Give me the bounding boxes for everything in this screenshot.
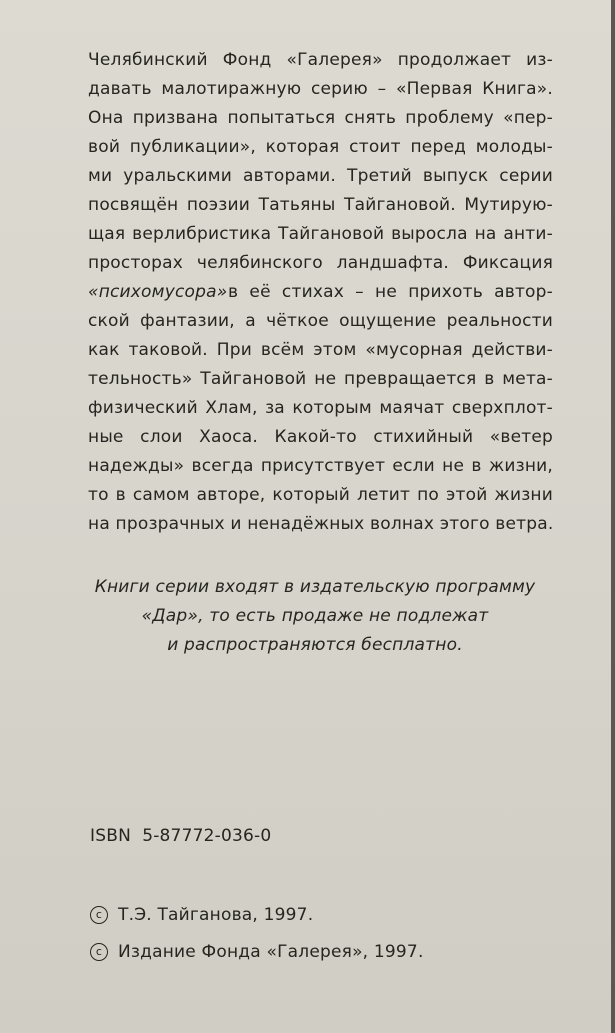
- copyright-icon: c: [90, 906, 108, 924]
- copyright-author-text: Т.Э. Тайганова, 1997.: [118, 905, 314, 925]
- paragraph-line-rest: в её стихах – не прихоть автор-: [228, 282, 553, 302]
- copyright-publisher: [90, 942, 424, 962]
- paragraph-line: как таковой. При всём этом «мусорная действи-: [88, 340, 553, 360]
- paragraph-line: то в самом авторе, который летит по этой жизни: [88, 485, 553, 505]
- paragraph-line: ные слои Хаоса. Какой-то стихийный «ветер: [88, 427, 553, 447]
- paragraph-line: ской фантазии, а чёткое ощущение реальности: [88, 311, 553, 331]
- isbn-number: ISBN 5-87772-036-0: [90, 826, 272, 846]
- paragraph-line: щая верлибристика Тайгановой выросла на анти-: [88, 224, 553, 244]
- copyright-publisher-text: Издание Фонда «Галерея», 1997.: [118, 942, 424, 962]
- note-line: и распространяются бесплатно.: [167, 635, 463, 655]
- paragraph-line: надежды» всегда присутствует если не в жизни,: [88, 456, 553, 476]
- paragraph-line: посвящён поэзии Татьяны Тайгановой. Мутирую-: [88, 195, 553, 215]
- paragraph-italic-word: «психомусора»: [88, 282, 228, 302]
- paragraph-line: на прозрачных и ненадёжных волнах этого ветра.: [88, 514, 554, 534]
- paragraph-line-mixed: [88, 282, 553, 302]
- paragraph-line: давать малотиражную серию – «Первая Книга».: [88, 79, 553, 99]
- note-line: Книги серии входят в издательскую программу: [94, 577, 536, 597]
- paragraph-line: тельность» Тайгановой не превращается в мета-: [88, 369, 553, 389]
- copyright-icon: c: [90, 943, 108, 961]
- note-line: «Дар», то есть продаже не подлежат: [141, 606, 489, 626]
- paragraph-line: вой публикации», которая стоит перед молоды-: [88, 137, 553, 157]
- paragraph-line: Она призвана попытаться снять проблему «пер-: [88, 108, 553, 128]
- paragraph-line: ми уральскими авторами. Третий выпуск серии: [88, 166, 553, 186]
- page-edge: [611, 0, 615, 1033]
- paragraph-line: просторах челябинского ландшафта. Фиксация: [88, 253, 553, 273]
- copyright-author: [90, 905, 313, 925]
- paragraph-line: физический Хлам, за которым маячат сверхплот-: [88, 398, 553, 418]
- paragraph-line: Челябинский Фонд «Галерея» продолжает из-: [88, 50, 553, 70]
